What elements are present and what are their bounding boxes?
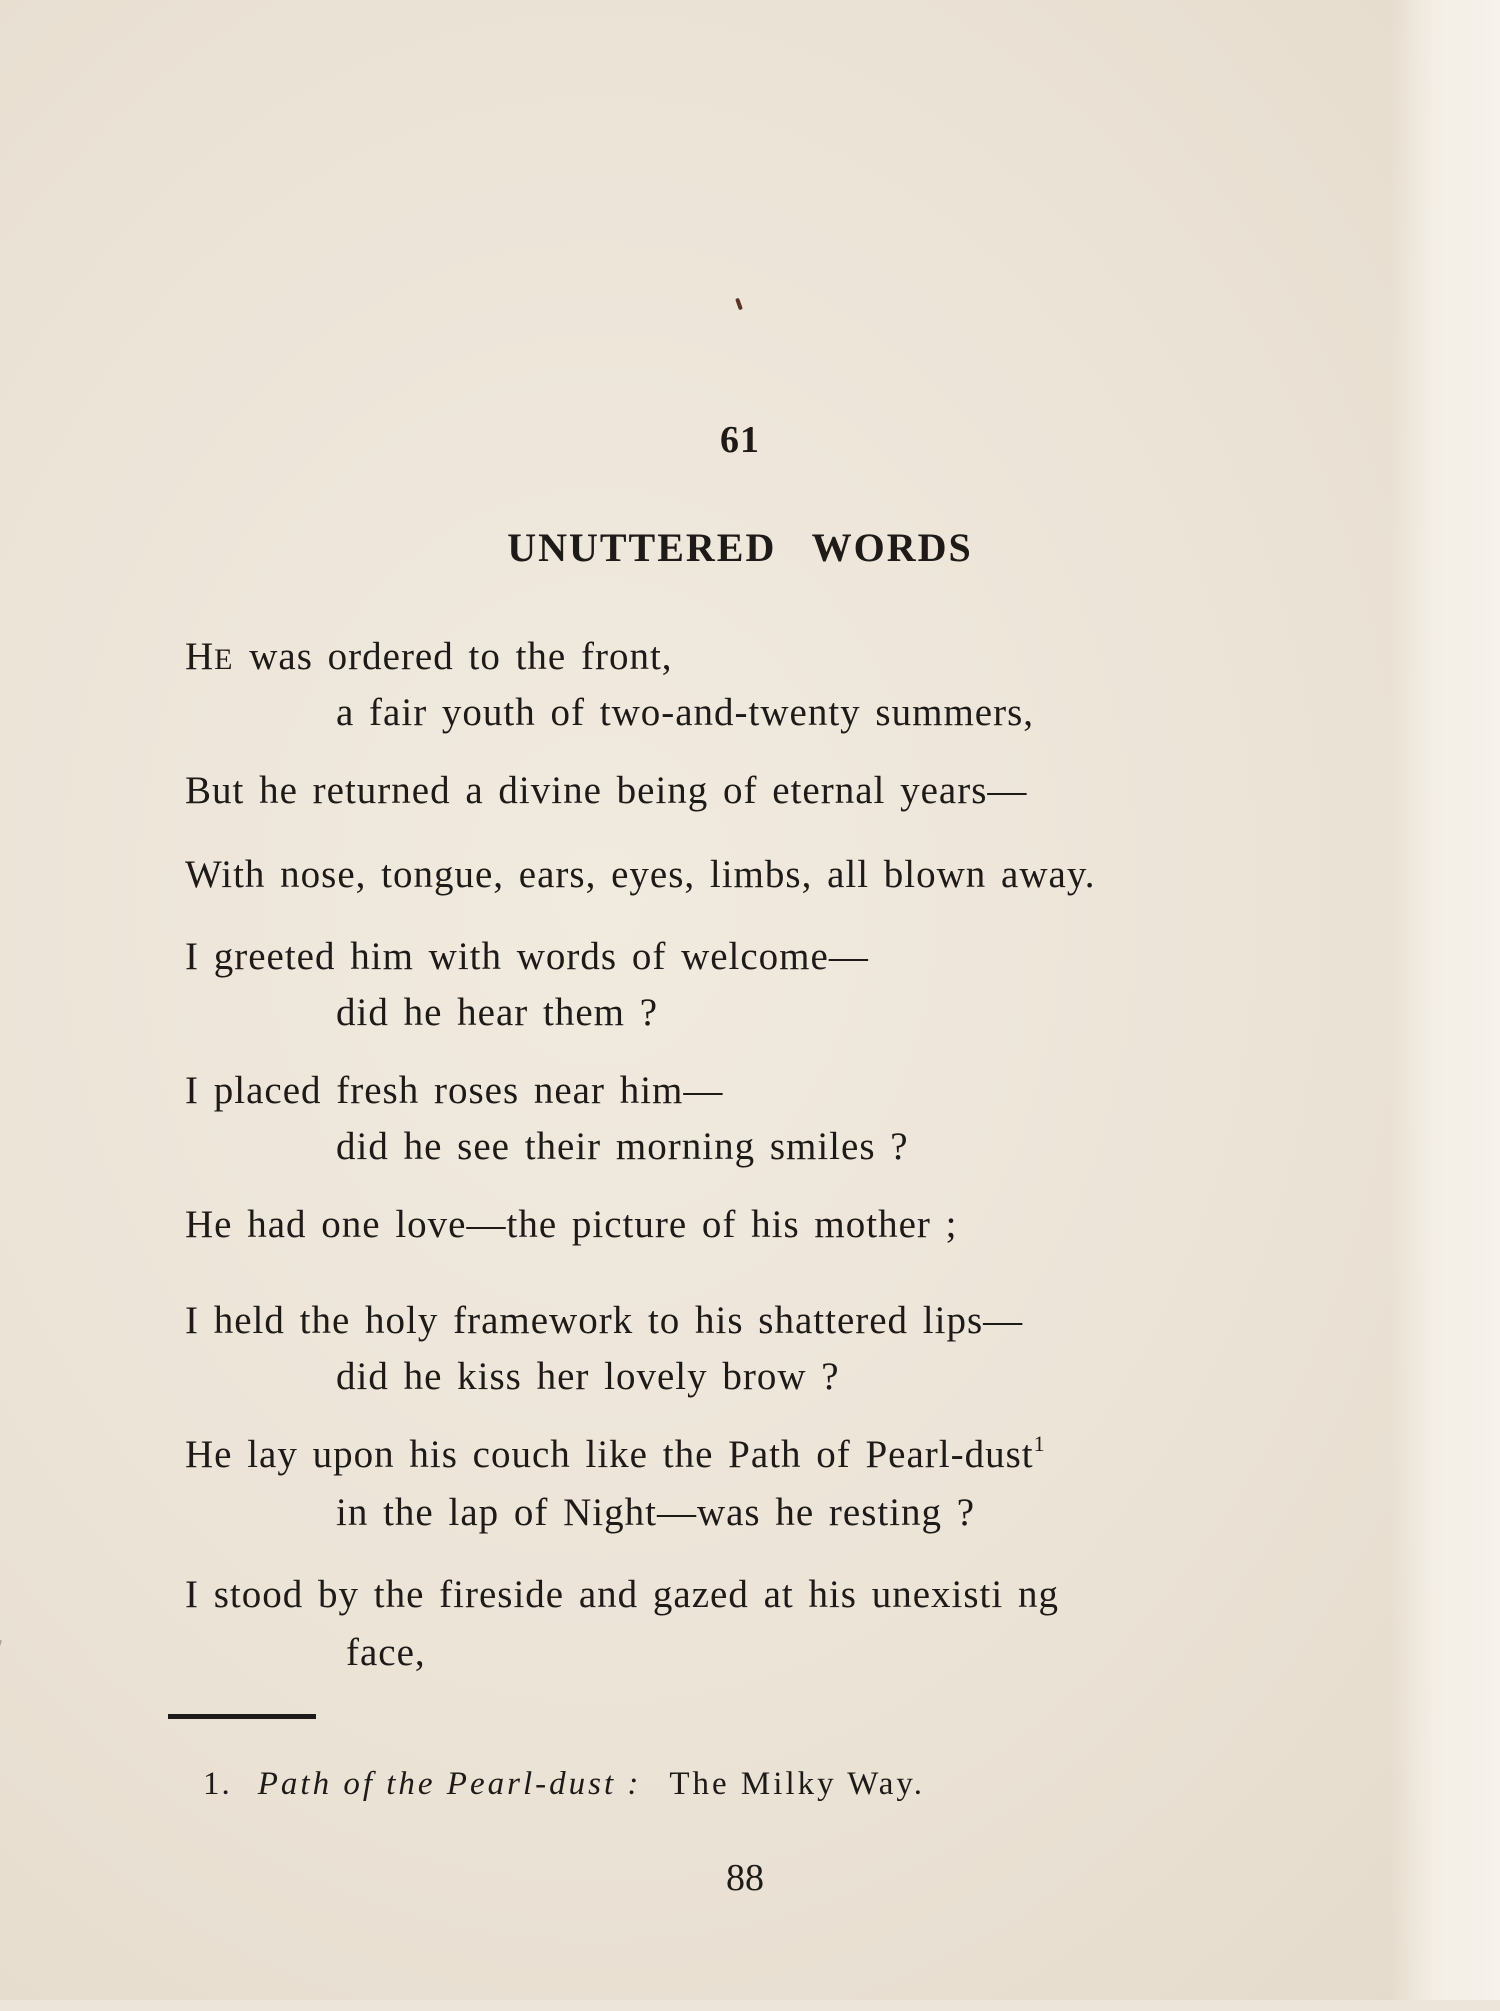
poem-line-4: With nose, tongue, ears, eyes, limbs, all blown away.: [185, 853, 1096, 896]
footnote-reference: 1: [1033, 1431, 1046, 1456]
drop-letter: H: [185, 635, 215, 678]
poem-line-5: I greeted him with words of welcome—: [185, 935, 869, 978]
poem-line-7: I placed fresh roses near him—: [185, 1069, 724, 1112]
footnote: [203, 1766, 925, 1803]
poem-line-2: a fair youth of two-and-twenty summers,: [336, 691, 1035, 734]
page-edge: [1390, 0, 1500, 2000]
small-caps-letter: E: [214, 643, 235, 676]
poem-line-9: He had one love—the picture of his mother ;: [185, 1203, 958, 1246]
poem-line-10: I held the holy framework to his shattered lips—: [185, 1299, 1024, 1342]
footnote-term: Path of the Pearl-dust :: [257, 1766, 642, 1802]
poem-line-8: did he see their morning smiles ?: [336, 1125, 909, 1168]
poem-number: 61: [720, 419, 760, 461]
page-number: 88: [726, 1857, 764, 1899]
poem-line-1: [185, 634, 673, 679]
poem-line-12: [185, 1432, 1046, 1477]
footnote-number: 1.: [203, 1766, 232, 1802]
footnote-rule: [168, 1714, 316, 1719]
footnote-definition: The Milky Way.: [669, 1766, 926, 1802]
poem-title: UNUTTERED WORDS: [507, 525, 973, 570]
poem-line-3: But he returned a divine being of eternal years—: [185, 769, 1028, 812]
poem-line-6: did he hear them ?: [336, 991, 659, 1034]
poem-line-1-text: was ordered to the front,: [234, 635, 673, 678]
poem-line-14: I stood by the fireside and gazed at his unexisti ng: [185, 1573, 1059, 1616]
poem-line-15: face,: [346, 1631, 426, 1674]
poem-line-11: did he kiss her lovely brow ?: [336, 1355, 840, 1398]
poem-line-13: in the lap of Night—was he resting ?: [336, 1491, 976, 1534]
poem-line-12-text: He lay upon his couch like the Path of Pearl-dust: [185, 1433, 1034, 1476]
